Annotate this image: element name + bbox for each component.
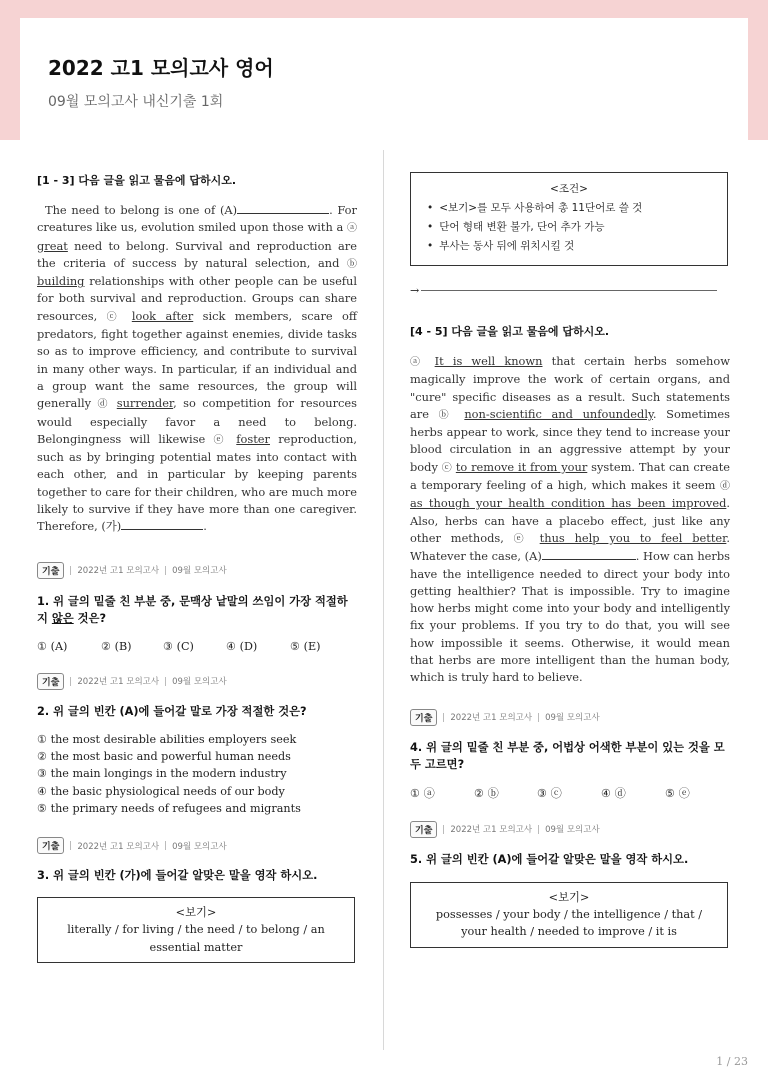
question-text: 것은?	[73, 611, 106, 625]
underline-b: building	[37, 274, 85, 289]
q2-choices	[37, 731, 357, 817]
passage-text: , so competition for resources would especially favor a need to belong. Belongingness will likewise	[37, 396, 358, 446]
condition-box	[410, 172, 728, 266]
source-badge: 기출	[410, 709, 437, 726]
source-year: 2022년 고1 모의고사	[450, 713, 533, 724]
choice-5[interactable]: ⑤ ⓔ	[665, 786, 690, 800]
source-month: 09월 모의고사	[172, 841, 227, 852]
underline-d: surrender	[116, 396, 174, 411]
underline-c: look after	[131, 308, 194, 323]
choice-2[interactable]: ② ⓑ	[474, 786, 499, 800]
question-text: 1. 위 글의 밑줄 친 부분 중, 문맥상 낱말의 쓰임이 가장 적절하지	[37, 594, 348, 625]
section-heading-1-3: [1 - 3] 다음 글을 읽고 물음에 답하시오.	[37, 174, 237, 187]
q4-choices	[410, 785, 730, 801]
source-line	[37, 837, 357, 854]
answer-rule	[421, 290, 717, 291]
underline-d: as though your health condition has been improved	[410, 496, 727, 511]
condition-item: • 부사는 동사 뒤에 위치시킬 것	[427, 237, 721, 256]
passage-text: . Also, herbs can have a placebo effect, just like any other methods,	[410, 496, 730, 545]
source-line	[37, 673, 357, 690]
passage-1-3	[37, 202, 357, 536]
passage-text: . Sometimes herbs appear to work, since they tend to increase your blood circulation in an aggressive attempt by your body	[410, 406, 730, 474]
underline-e: thus help you to feel better	[539, 530, 727, 545]
choice-4[interactable]: ④ the basic physiological needs of our body	[37, 784, 285, 798]
answer-line[interactable]	[410, 284, 730, 297]
choice-3[interactable]: ③ the main longings in the modern industry	[37, 767, 287, 781]
separator	[538, 713, 539, 722]
source-badge: 기출	[410, 821, 437, 838]
source-month: 09월 모의고사	[172, 677, 227, 688]
marker-e: ⓔ	[513, 533, 530, 545]
passage-text: relationships with other people can be useful for both survival and reproduction. Groups can share resources,	[37, 274, 357, 323]
passage-text: The need to belong is one of (A)	[45, 203, 238, 217]
question-emphasis: 않은	[51, 611, 74, 625]
source-month: 09월 모의고사	[172, 566, 227, 577]
passage-text: . Whatever the case, (A)	[410, 530, 730, 564]
choice-2[interactable]: ② the most basic and powerful human needs	[37, 749, 291, 763]
separator	[443, 713, 444, 722]
marker-c: ⓒ	[441, 462, 452, 474]
passage-4-5	[410, 353, 730, 687]
separator	[538, 825, 539, 834]
choice-4[interactable]: ④ ⓓ	[601, 786, 626, 800]
passage-text: . How can herbs have the intelligence needed to direct your body into getting healthier? That is impossible. Try to imagine how herbs might come into your body and intelligently fix your problems. If you try to do that, you will see how impossible it seems. Otherwise, it would mean that herbs are more intelligent than the human body, which is truly hard to believe.	[410, 549, 730, 685]
marker-b: ⓑ	[347, 258, 357, 270]
marker-c: ⓒ	[106, 311, 123, 323]
source-line	[410, 821, 730, 838]
blank-a	[237, 202, 329, 214]
passage-text: .	[203, 519, 207, 534]
choice-3[interactable]: ③ ⓒ	[537, 786, 562, 800]
source-year: 2022년 고1 모의고사	[77, 841, 160, 852]
passage-text: need to belong. Survival and reproduction are the criteria of success by natural selection, and	[37, 238, 357, 270]
q1-choices	[37, 640, 357, 653]
separator	[70, 677, 71, 686]
marker-b: ⓑ	[438, 409, 455, 421]
source-badge: 기출	[37, 562, 64, 579]
choice-4[interactable]: ④ (D)	[226, 639, 258, 653]
arrow-icon: →	[410, 284, 420, 297]
source-year: 2022년 고1 모의고사	[77, 566, 160, 577]
choice-2[interactable]: ② (B)	[101, 639, 132, 653]
marker-e: ⓔ	[213, 434, 229, 446]
page-number: 1 / 23	[716, 1055, 748, 1068]
box-text: possesses / your body / the intelligence / that / your health / needed to improve / it is	[435, 907, 703, 939]
choice-1[interactable]: ① (A)	[37, 639, 68, 653]
underline-c: to remove it from your	[455, 459, 588, 474]
choice-5[interactable]: ⑤ the primary needs of refugees and migrants	[37, 801, 301, 815]
box-title: <보기>	[548, 890, 590, 904]
bogi-box-5	[410, 882, 728, 948]
separator	[165, 566, 166, 575]
separator	[443, 825, 444, 834]
choice-1[interactable]: ① ⓐ	[410, 786, 435, 800]
page-title: 2022 고1 모의고사 영어	[48, 56, 274, 80]
bogi-box-3	[37, 897, 355, 963]
passage-text: sick members, scare off predators, fight together against enemies, divide tasks so as to improve efficiency, and contribute to survival in many other ways. In particular, if an individual and a group want the same resources, the group will generally	[37, 308, 357, 411]
passage-text: that certain herbs somehow magically improve the work of certain organs, and "cure" specific diseases as a result. Such statements are	[410, 354, 731, 421]
question-3: 3. 위 글의 빈칸 (가)에 들어갈 알맞은 말을 영작 하시오.	[37, 869, 318, 883]
box-text: literally / for living / the need / to belong / an essential matter	[67, 923, 325, 954]
source-year: 2022년 고1 모의고사	[450, 825, 533, 836]
question-4: 4. 위 글의 밑줄 친 부분 중, 어법상 어색한 부분이 있는 것을 모두 고르면?	[410, 740, 725, 771]
blank-a	[542, 548, 636, 560]
left-column	[37, 172, 357, 963]
marker-a: ⓐ	[347, 223, 357, 235]
choice-3[interactable]: ③ (C)	[163, 639, 194, 653]
right-column	[410, 172, 730, 948]
marker-d: ⓓ	[720, 481, 730, 493]
passage-text: reproduction, such as by bringing potential mates into contact with each other, and in particular by keeping parents together to care for their children, who are much more likely to survive if they have more than one caregiver. Therefore, (가)	[37, 431, 358, 534]
source-line	[410, 709, 730, 726]
passage-text: system. That can create a temporary feeling of a high, which makes it seem	[410, 459, 731, 493]
underline-a: great	[37, 238, 68, 253]
choice-1[interactable]: ① the most desirable abilities employers seek	[37, 732, 297, 746]
separator	[70, 566, 71, 575]
box-title: <보기>	[175, 906, 217, 920]
section-heading-4-5: [4 - 5] 다음 글을 읽고 물음에 답하시오.	[410, 325, 610, 338]
source-month: 09월 모의고사	[545, 825, 600, 836]
choice-5[interactable]: ⑤ (E)	[290, 639, 321, 653]
passage-text: . For creatures like us, evolution smiled upon those with a	[37, 203, 357, 235]
separator	[70, 841, 71, 850]
separator	[165, 677, 166, 686]
condition-list	[417, 199, 721, 256]
question-5: 5. 위 글의 빈칸 (A)에 들어갈 알맞은 말을 영작 하시오.	[410, 852, 689, 866]
condition-item: • 단어 형태 변환 불가, 단어 추가 가능	[427, 218, 721, 237]
underline-e: foster	[236, 431, 270, 446]
underline-b: non-scientific and unfoundedly	[464, 406, 653, 421]
box-title: <조건>	[550, 183, 588, 195]
separator	[165, 841, 166, 850]
source-badge: 기출	[37, 837, 64, 854]
source-badge: 기출	[37, 673, 64, 690]
marker-a: ⓐ	[410, 357, 426, 368]
source-month: 09월 모의고사	[545, 713, 600, 724]
blank-ga	[121, 518, 203, 530]
source-line	[37, 562, 357, 579]
question-2: 2. 위 글의 빈칸 (A)에 들어갈 말로 가장 적절한 것은?	[37, 704, 307, 718]
question-1	[37, 593, 357, 627]
marker-d: ⓓ	[97, 399, 111, 411]
underline-a: It is well known	[434, 354, 543, 368]
page-subtitle: 09월 모의고사 내신기출 1회	[48, 94, 224, 110]
column-divider	[383, 150, 384, 1050]
condition-item: • <보기>를 모두 사용하여 총 11단어로 쓸 것	[427, 199, 721, 218]
source-year: 2022년 고1 모의고사	[77, 677, 160, 688]
